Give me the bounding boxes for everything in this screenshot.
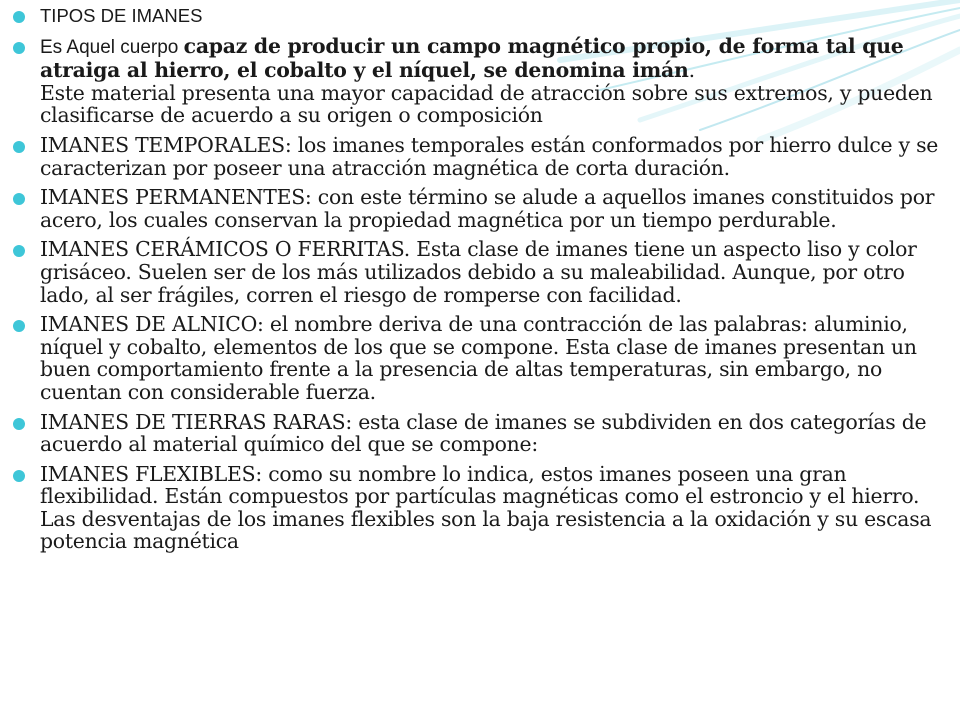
list-item-text: IMANES PERMANENTES: con este término se alude a aquellos imanes constituidos por acero, los cuales conservan la propiedad magnética por un tiempo perdurable.	[40, 185, 935, 232]
list-item-intro	[12, 35, 957, 127]
bullet-icon	[13, 11, 25, 23]
slide-title: TIPOS DE IMANES	[40, 5, 203, 26]
bullet-icon	[13, 470, 25, 482]
bullet-icon	[13, 320, 25, 332]
intro-bold-definition: capaz de producir un campo magnético propio, de forma tal que atraiga al hierro, el cobalto y el níquel, se denomina imán	[40, 33, 904, 83]
bullet-icon	[13, 193, 25, 205]
list-item-text: IMANES CERÁMICOS O FERRITAS. Esta clase de imanes tiene un aspecto liso y color grisáceo. Suelen ser de los más utilizados debido a su maleabilidad. Aunque, por otro lado, al ser frágiles, corren el riesgo de romperse con facilidad.	[40, 237, 917, 307]
intro-rest: Este material presenta una mayor capacidad de atracción sobre sus extremos, y pueden clasificarse de acuerdo a su origen o composición	[40, 80, 933, 128]
intro-period: .	[688, 58, 695, 83]
intro-lead: Es Aquel cuerpo	[40, 36, 184, 58]
bullet-icon	[13, 245, 25, 257]
bullet-icon	[13, 418, 25, 430]
list-item	[12, 411, 957, 456]
list-item-text: IMANES TEMPORALES: los imanes temporales están conformados por hierro dulce y se caracterizan por poseer una atracción magnética de corta duración.	[40, 132, 939, 180]
list-item-text: IMANES DE ALNICO: el nombre deriva de una contracción de las palabras: aluminio, níquel y cobalto, elementos de los que se compone. Esta clase de imanes presentan un buen comportamiento frente a la presencia de altas temperaturas, sin embargo, no cuentan con considerable fuerza.	[40, 312, 917, 404]
list-item-text: IMANES DE TIERRAS RARAS: esta clase de imanes se subdividen en dos categorías de acuerdo al material químico del que se compone:	[40, 409, 927, 457]
bullet-icon	[13, 141, 25, 153]
bullet-list	[12, 4, 957, 553]
list-item	[12, 463, 957, 553]
list-item	[12, 238, 957, 306]
list-item	[12, 186, 957, 231]
list-item-title	[12, 4, 957, 28]
list-item	[12, 313, 957, 403]
list-item	[12, 134, 957, 179]
list-item-text: IMANES FLEXIBLES: como su nombre lo indica, estos imanes poseen una gran flexibilidad. Están compuestos por partículas magnéticas como el estroncio y el hierro. Las desventajas de los imanes flexibles son la baja resistencia a la oxidación y su escasa potencia magnética	[40, 461, 932, 554]
bullet-icon	[13, 42, 25, 54]
slide-content	[12, 4, 957, 560]
